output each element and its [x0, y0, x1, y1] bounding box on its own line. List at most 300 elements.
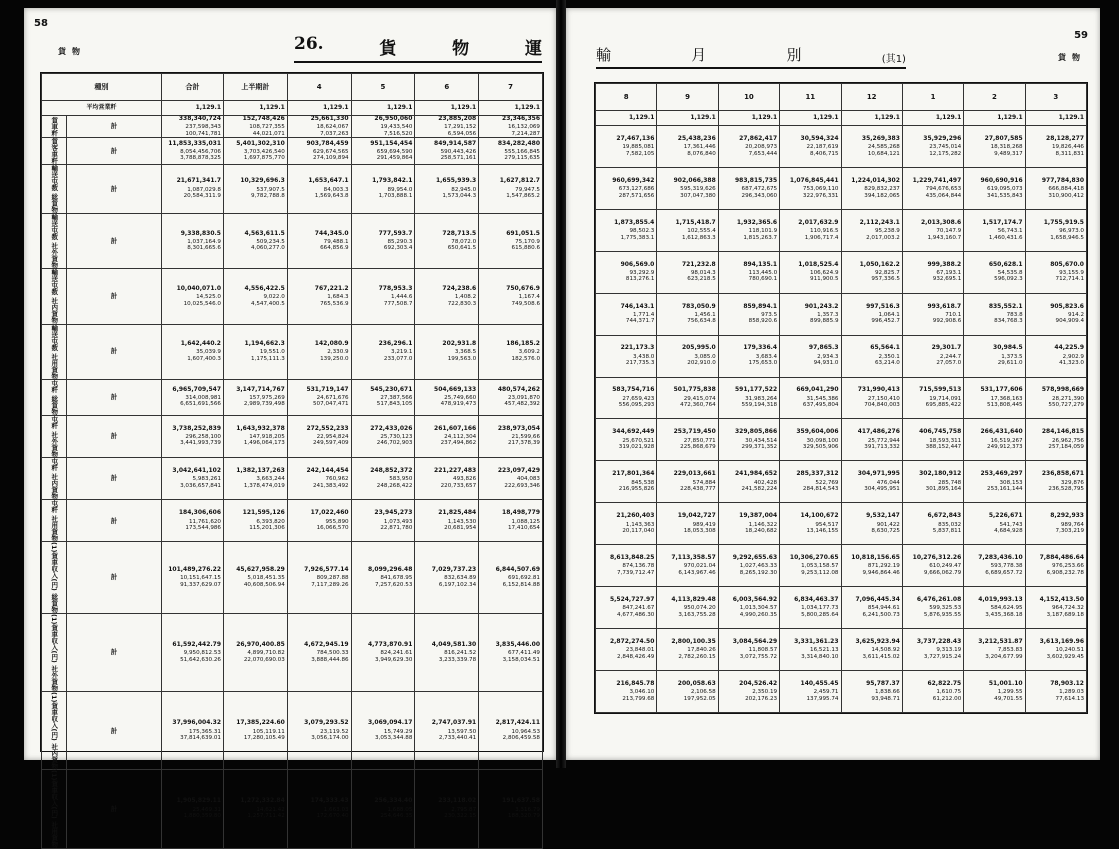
cell-total: 344,692,449 [612, 428, 655, 436]
table-cell [964, 419, 1025, 461]
table-cell [415, 138, 479, 165]
cell-subvalue: 1,569,643.8 [314, 193, 349, 200]
table-cell [718, 126, 779, 168]
table-cell [964, 251, 1025, 293]
cell-total: 1,793,842.1 [372, 177, 413, 185]
row-category: 屯粁 総貨物 [42, 379, 67, 415]
cell-total: 4,113,829.48 [671, 595, 716, 603]
cell-subvalue: 509,234.5 [256, 238, 285, 245]
cell-total: 583,754,716 [612, 386, 655, 394]
title-number: 26. [294, 34, 324, 54]
cell-subvalue: 113,445.0 [748, 270, 778, 277]
table-cell [1025, 670, 1086, 712]
cell-total: 835,552.1 [988, 302, 1023, 310]
cell-subvalue: 27,057.0 [936, 360, 962, 367]
cell-subvalue: 3,683.4 [755, 353, 778, 360]
table-row [42, 379, 543, 415]
cell-subvalue: 25,772,944 [867, 437, 900, 444]
cell-total: 721,232.8 [681, 260, 716, 268]
right-page [566, 8, 1100, 760]
cell-total: 8,613,848.25 [609, 554, 655, 562]
cell-subvalue: 7,516,520 [383, 130, 413, 137]
cell-total: 805,670.0 [1050, 260, 1084, 268]
cell-total: 4,556,422.5 [244, 284, 285, 292]
table-cell [224, 165, 288, 214]
cell-subvalue: 199,563.0 [447, 355, 477, 362]
cell-total: 95,787.37 [866, 679, 900, 687]
cell-subvalue: 314,008,981 [185, 394, 221, 401]
cell-subvalue: 749,508.6 [511, 300, 540, 307]
cell-subvalue: 285,748 [938, 479, 962, 486]
cell-total: 3,331,361.23 [794, 637, 839, 645]
cell-total: 859,894.1 [743, 302, 778, 310]
table-cell [351, 165, 415, 214]
table-cell [351, 457, 415, 499]
cell-subvalue: 9,946,864.46 [862, 569, 900, 576]
table-cell [718, 503, 779, 545]
cell-total: 834,282,480 [497, 139, 540, 147]
cell-total: 217,801,364 [612, 470, 655, 478]
cell-total: 65,564.1 [870, 344, 900, 352]
table-row [596, 335, 1087, 377]
average-label: 平均営業粁 [42, 101, 162, 116]
cell-subvalue: 1,697,875,770 [243, 155, 285, 162]
page-title-left [294, 34, 542, 63]
cell-total: 62,822.75 [927, 679, 962, 687]
cell-total: 30,594,324 [800, 134, 839, 142]
table-cell [415, 116, 479, 138]
table-cell [596, 629, 657, 671]
cell-subvalue: 784,500.33 [316, 650, 349, 657]
table-cell [657, 503, 718, 545]
cell-subvalue: 287,571,656 [618, 192, 655, 199]
cell-subvalue: 222,693,346 [504, 482, 540, 489]
cell-subvalue: 583,950 [389, 476, 413, 483]
table-row [596, 251, 1087, 293]
table-cell [479, 269, 543, 324]
table-cell [1025, 167, 1086, 209]
table-cell [351, 324, 415, 379]
cell-subvalue: 139,250.0 [320, 355, 349, 362]
table-row [42, 770, 543, 848]
cell-subvalue: 7,117,289.26 [311, 581, 349, 588]
cell-subvalue: 31,545,386 [806, 395, 839, 402]
cell-subvalue: 760,962 [325, 476, 349, 483]
cell-subvalue: 93,948.71 [871, 695, 900, 702]
average-cell: 1,129.1 [415, 101, 479, 116]
cell-subvalue: 829,832,237 [864, 186, 900, 193]
cell-subvalue: 29,415,074 [683, 395, 716, 402]
cell-subvalue: 809,287.88 [316, 575, 349, 582]
cell-subvalue: 1,943,160.7 [927, 234, 962, 241]
cell-subvalue: 3,085.0 [694, 353, 716, 360]
cell-subvalue: 249,912,373 [987, 444, 1023, 451]
table-cell [902, 503, 963, 545]
table-cell [657, 461, 718, 503]
table-row [42, 614, 543, 692]
cell-subvalue: 7,739,712.47 [617, 569, 655, 576]
cell-subvalue: 241,582,224 [741, 486, 778, 493]
running-head-left: 貨物 [58, 47, 86, 56]
cell-subvalue: 507,047,471 [313, 401, 349, 408]
cell-subvalue: 593,778.38 [990, 563, 1023, 570]
table-cell [841, 461, 902, 503]
cell-subvalue: 100,741,781 [185, 130, 221, 137]
cell-subvalue: 21,599,66 [511, 433, 540, 440]
cell-total: 142,080.9 [314, 340, 349, 348]
table-cell [1025, 293, 1086, 335]
cell-subvalue: 228,438,777 [680, 486, 716, 493]
cell-subvalue: 106,624.9 [810, 270, 839, 277]
table-cell [964, 209, 1025, 251]
cell-subvalue: 777,508.7 [383, 300, 413, 307]
cell-subvalue: 6,594,056 [447, 130, 477, 137]
row-label: 計 [67, 415, 162, 457]
cell-subvalue: 19,885,081 [622, 144, 655, 151]
cell-total: 591,177,522 [734, 386, 778, 394]
cell-subvalue: 1,037,164.9 [187, 238, 221, 245]
cell-subvalue: 1,175,111.3 [250, 355, 285, 362]
table-cell [718, 545, 779, 587]
cell-subvalue: 522,769 [815, 479, 839, 486]
table-row [42, 213, 543, 268]
cell-total: 236,296.1 [378, 340, 413, 348]
cell-subvalue: 1,088,125 [511, 518, 540, 525]
cell-subvalue: 1,775,383.1 [620, 234, 655, 241]
row-category: 輸送屯数 社外貨物 [42, 213, 67, 268]
cell-subvalue: 955,890 [325, 518, 349, 525]
cell-subvalue: 175,653.0 [748, 360, 778, 367]
cell-total: 10,818,156.65 [851, 554, 900, 562]
cell-subvalue: 3,888,444.86 [311, 656, 349, 663]
cell-subvalue: 619,095,073 [987, 186, 1023, 193]
cell-subvalue: 584,624.95 [990, 605, 1023, 612]
cell-subvalue: 40,608,506.94 [243, 581, 285, 588]
table-cell [718, 293, 779, 335]
cell-subvalue: 92,825.7 [874, 270, 900, 277]
cell-subvalue: 225,868,679 [680, 444, 716, 451]
cell-subvalue: 1,289.03 [1059, 689, 1084, 696]
cell-subvalue: 7,214,287 [511, 130, 540, 137]
cell-subvalue: 1,087,029.8 [187, 186, 221, 193]
table-cell [415, 542, 479, 614]
cell-subvalue: 10,964.53 [511, 728, 540, 735]
cell-subvalue: 712,714.1 [1055, 276, 1084, 283]
cell-subvalue: 1,299.55 [997, 689, 1023, 696]
table-cell [902, 377, 963, 419]
row-category: 貨客車粁 [42, 138, 67, 165]
cell-subvalue: 2,106.58 [690, 689, 716, 696]
cell-subvalue: 27,387,566 [380, 394, 413, 401]
cell-total: 221,227,483 [434, 466, 477, 474]
cell-total: 1,642,440.2 [180, 340, 221, 348]
table-cell [596, 251, 657, 293]
cell-subvalue: 217,735.3 [625, 360, 655, 367]
table-row [42, 542, 543, 614]
cell-total: 977,784,830 [1041, 176, 1084, 184]
title-char-2: 物 [452, 39, 470, 59]
table-cell [657, 209, 718, 251]
page-title-right [596, 44, 906, 69]
cell-subvalue: 3,441,993,739 [180, 440, 221, 447]
cell-total: 204,526.42 [739, 679, 778, 687]
cell-total: 4,152,413.50 [1039, 595, 1084, 603]
table-row [42, 324, 543, 379]
cell-total: 7,096,445.34 [855, 595, 900, 603]
cell-subvalue: 2,989,739,498 [243, 401, 285, 408]
table-cell [902, 629, 963, 671]
cell-total: 9,532,147 [866, 512, 900, 520]
cell-subvalue: 996,452.7 [871, 318, 900, 325]
cell-subvalue: 5,018,451.35 [247, 575, 285, 582]
cell-subvalue: 650,641.5 [447, 245, 477, 252]
cell-total: 229,013,661 [673, 470, 716, 478]
table-row [596, 503, 1087, 545]
cell-total: 7,029,737.23 [431, 566, 477, 574]
table-row [596, 587, 1087, 629]
table-cell [162, 500, 224, 542]
table-cell [224, 269, 288, 324]
cell-subvalue: 2,934.3 [817, 353, 839, 360]
cell-subvalue: 2,848,426.49 [617, 653, 655, 660]
row-label: 計 [67, 269, 162, 324]
cell-subvalue: 1,073,493 [383, 518, 413, 525]
table-cell [287, 457, 351, 499]
cell-subvalue: 841,678.95 [380, 575, 413, 582]
cell-subvalue: 10,025,546.0 [183, 300, 221, 307]
table-cell [162, 379, 224, 415]
cell-total: 17,385,224.60 [236, 719, 285, 727]
cell-subvalue: 1,880,359.80 [183, 813, 221, 820]
cell-total: 200,058.63 [677, 679, 716, 687]
cell-subvalue: 17,361,446 [683, 144, 716, 151]
table-cell [415, 692, 479, 770]
cell-subvalue: 20,584,311.9 [183, 193, 221, 200]
table-cell [1025, 419, 1086, 461]
cell-total: 140,455.45 [800, 679, 839, 687]
cell-subvalue: 16,132,069 [507, 124, 540, 131]
cell-subvalue: 1,684.3 [327, 294, 349, 301]
average-cell: 1,129.1 [351, 101, 415, 116]
table-cell [351, 269, 415, 324]
table-row [42, 165, 543, 214]
cell-total: 2,817,424.11 [495, 719, 540, 727]
cell-subvalue: 82,945.0 [451, 186, 477, 193]
cell-subvalue: 25,670,521 [622, 437, 655, 444]
cell-total: 78,903.12 [1050, 679, 1084, 687]
cell-total: 2,112,243.1 [859, 218, 900, 226]
column-header: 7 [479, 74, 543, 101]
cell-subvalue: 691,692.81 [507, 575, 540, 582]
cell-subvalue: 816,241.52 [444, 650, 477, 657]
cell-total: 7,113,358.57 [671, 554, 716, 562]
cell-subvalue: 15,749.29 [383, 728, 413, 735]
cell-subvalue: 3,438.0 [633, 353, 655, 360]
cell-subvalue: 115,201,306 [249, 524, 285, 531]
cell-subvalue: 4,547,400.5 [250, 300, 285, 307]
cell-subvalue: 472,360,764 [680, 402, 716, 409]
cell-subvalue: 824,241.61 [380, 650, 413, 657]
cell-subvalue: 217,378,39 [507, 440, 540, 447]
table-row [42, 116, 543, 138]
row-category: 貨車粁 [42, 116, 67, 138]
cell-subvalue: 3,056,174.00 [311, 734, 349, 741]
cell-subvalue: 9,253,112.08 [801, 569, 839, 576]
cell-subvalue: 79,488.1 [323, 238, 349, 245]
cell-total: 23,945,273 [374, 509, 413, 517]
cell-subvalue: 67,193.1 [936, 270, 962, 277]
cell-subvalue: 3,703,426,540 [243, 149, 285, 156]
cell-total: 4,773,870.91 [367, 640, 413, 648]
table-cell [657, 126, 718, 168]
average-cell: 1,129.1 [841, 111, 902, 126]
cell-subvalue: 3,663,244 [256, 476, 285, 483]
cell-total: 1,655,939.3 [435, 177, 477, 185]
cell-total: 121,595,126 [242, 509, 285, 517]
cell-subvalue: 7,303,219 [1055, 527, 1084, 534]
table-row [42, 415, 543, 457]
cell-total: 44,225.9 [1054, 344, 1084, 352]
cell-subvalue: 319,021,928 [618, 444, 655, 451]
cell-subvalue: 391,713,332 [864, 444, 900, 451]
cell-total: 504,669,133 [434, 385, 477, 393]
cell-total: 1,653,647.1 [308, 177, 349, 185]
cell-subvalue: 989,419 [692, 521, 716, 528]
cell-subvalue: 202,910.0 [687, 360, 716, 367]
cell-subvalue: 296,343,060 [741, 192, 778, 199]
cell-total: 19,387,004 [739, 512, 778, 520]
cell-subvalue: 102,555.4 [687, 228, 716, 235]
column-header: 8 [596, 84, 657, 111]
cell-subvalue: 95,238.9 [874, 228, 900, 235]
cell-total: 233,118.02 [438, 797, 477, 805]
cell-subvalue: 249,597,409 [313, 440, 349, 447]
cell-subvalue: 964,724.32 [1051, 605, 1084, 612]
cell-subvalue: 1,610.75 [936, 689, 962, 696]
table-cell [287, 614, 351, 692]
cell-subvalue: 6,197,102.34 [438, 581, 477, 588]
cell-subvalue: 623,218.5 [687, 276, 716, 283]
cell-subvalue: 213,799.68 [622, 695, 655, 702]
row-label: 計 [67, 457, 162, 499]
cell-total: 993,618.7 [927, 302, 962, 310]
table-cell [415, 269, 479, 324]
cell-subvalue: 254,646.35 [380, 813, 413, 820]
cell-subvalue: 22,187,619 [806, 144, 839, 151]
cell-total: 256,334.40 [374, 797, 413, 805]
cell-subvalue: 687,472,675 [741, 186, 778, 193]
cell-subvalue: 6,143,967.46 [678, 569, 716, 576]
cell-subvalue: 1,703,888.1 [378, 193, 413, 200]
table-cell [718, 629, 779, 671]
table-cell [718, 335, 779, 377]
table-cell [596, 293, 657, 335]
table-cell [479, 770, 543, 848]
cell-subvalue: 556,095,293 [618, 402, 655, 409]
table-cell [1025, 377, 1086, 419]
cell-subvalue: 14,525.0 [196, 294, 221, 301]
cell-subvalue: 31,983,264 [745, 395, 778, 402]
cell-subvalue: 388,152,447 [925, 444, 962, 451]
cell-total: 1,050,162.2 [859, 260, 900, 268]
cell-subvalue: 241,383,492 [313, 482, 349, 489]
table-cell [287, 116, 351, 138]
table-cell [162, 415, 224, 457]
table-cell [780, 461, 841, 503]
cell-subvalue: 5,876,935.55 [923, 611, 962, 618]
cell-total: 6,834,463.37 [794, 595, 839, 603]
table-cell [718, 377, 779, 419]
cell-subvalue: 20,208,973 [745, 144, 778, 151]
cell-subvalue: 18,053,308 [683, 527, 716, 534]
cell-total: 3,613,169.96 [1039, 637, 1084, 645]
table-cell [964, 587, 1025, 629]
cell-subvalue: 780,690.1 [748, 276, 778, 283]
table-cell [780, 503, 841, 545]
table-cell [162, 165, 224, 214]
cell-subvalue: 845,538 [631, 479, 655, 486]
cell-total: 1,715,418.7 [675, 218, 716, 226]
cell-subvalue: 832,634.89 [444, 575, 477, 582]
cell-total: 777,593.7 [378, 229, 413, 237]
cell-total: 19,042,727 [677, 512, 716, 520]
table-cell [596, 670, 657, 712]
cell-total: 480,574,262 [497, 385, 540, 393]
cell-total: 902,066,388 [673, 176, 716, 184]
row-label: 計 [67, 614, 162, 692]
cell-total: 1,627,812.7 [499, 177, 540, 185]
table-cell [780, 419, 841, 461]
cell-subvalue: 3,368.5 [454, 349, 477, 356]
table-cell [964, 503, 1025, 545]
cell-subvalue: 24,585,268 [867, 144, 900, 151]
cell-subvalue: 77,614.13 [1055, 695, 1084, 702]
average-cell: 1,129.1 [718, 111, 779, 126]
table-cell [479, 500, 543, 542]
cell-subvalue: 10,151,647.15 [180, 575, 221, 582]
cell-subvalue: 3,602,929.45 [1046, 653, 1084, 660]
table-cell [162, 770, 224, 848]
table-row [596, 629, 1087, 671]
cell-total: 174,333.43 [310, 797, 349, 805]
table-cell [841, 629, 902, 671]
cell-subvalue: 13,597.50 [447, 728, 477, 735]
cell-subvalue: 22,070,690.03 [243, 656, 285, 663]
cell-subvalue: 1,607,400.3 [187, 355, 221, 362]
cell-subvalue: 1,257,711.42 [247, 813, 285, 820]
table-cell [964, 461, 1025, 503]
column-header: 3 [1025, 84, 1086, 111]
cell-subvalue: 1,357.3 [817, 311, 839, 318]
table-cell [351, 116, 415, 138]
cell-subvalue: 8,311,831 [1055, 150, 1084, 157]
cell-total: 3,835,446.00 [495, 640, 540, 648]
cell-total: 3,738,252,839 [172, 424, 221, 432]
table-cell [718, 670, 779, 712]
table-cell [964, 670, 1025, 712]
cell-subvalue: 1,456.1 [694, 311, 716, 318]
cell-subvalue: 78,072.0 [451, 238, 477, 245]
cell-total: 184,306,606 [178, 509, 221, 517]
cell-subvalue: 9,782,788.8 [250, 193, 285, 200]
cell-subvalue: 2,244.7 [939, 353, 962, 360]
cell-subvalue: 49,701.55 [994, 695, 1023, 702]
table-cell [841, 251, 902, 293]
cell-subvalue: 4,677,486.30 [617, 611, 655, 618]
cell-subvalue: 457,482,392 [504, 401, 540, 408]
row-category: (1)貨車収入(円) 社内貨物 [42, 692, 67, 770]
cell-subvalue: 299,371,352 [741, 444, 778, 451]
